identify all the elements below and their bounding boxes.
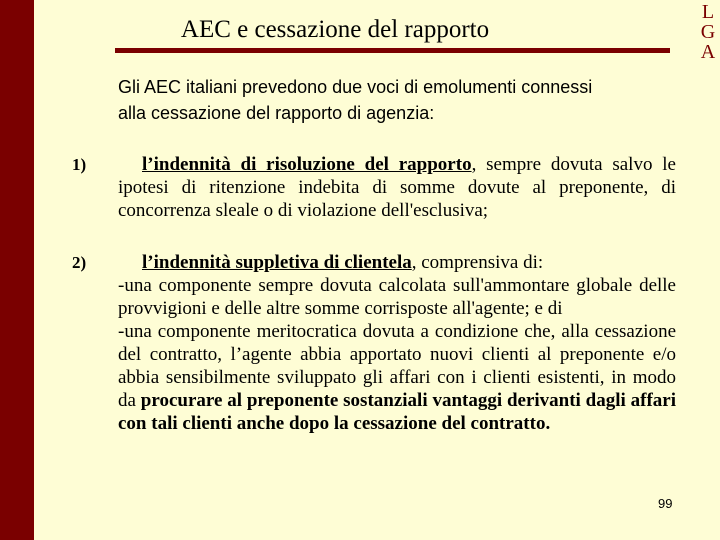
item-2-title: l’indennità suppletiva di clientela — [142, 252, 412, 273]
item-2-component-a: -una componente sempre dovuta calcolata sull'ammontare globale delle provvigioni e delle altre somme corrisposte all'agente; e di — [118, 275, 676, 319]
item-number-1: 1) — [72, 155, 87, 174]
item-2-component-b-emphasis: procurare al preponente sostanziali vantaggi derivanti dagli affari con tali clienti anche dopo la cessazione del contratto. — [118, 390, 676, 434]
item-1-text: , sempre dovuta salvo le ipotesi di ritenzione indebita di somme dovute al preponente, di concorrenza sleale o di violazione dell'esclusiva; — [118, 154, 676, 221]
lga-logo: L G A — [700, 1, 716, 63]
intro-text — [118, 74, 678, 126]
page-number: 99 — [658, 496, 673, 511]
list-item-1 — [118, 153, 676, 222]
item-2-component-b: -una componente meritocratica dovuta a condizione che, alla cessazione del contratto, l’agente abbia apportato nuovi clienti al preponente e/o abbia sensibilmente sviluppato gli affari con i clienti esistenti, in modo da procurare al preponente sostanziali vantaggi derivanti dagli affari con tali clienti anche dopo la cessazione del contratto. — [118, 321, 676, 434]
intro-line-2: alla cessazione del rapporto di agenzia: — [118, 103, 435, 123]
intro-line-1: Gli AEC italiani prevedono due voci di emolumenti connessi — [118, 77, 593, 97]
title-underline — [115, 48, 670, 53]
item-number-2: 2) — [72, 253, 87, 272]
item-1-title: l’indennità di risoluzione del rapporto — [142, 154, 472, 175]
item-2-text: , comprensiva di: — [411, 252, 544, 273]
slide-title: AEC e cessazione del rapporto — [180, 16, 490, 43]
left-accent-bar — [0, 0, 34, 540]
list-item-2 — [118, 251, 676, 435]
